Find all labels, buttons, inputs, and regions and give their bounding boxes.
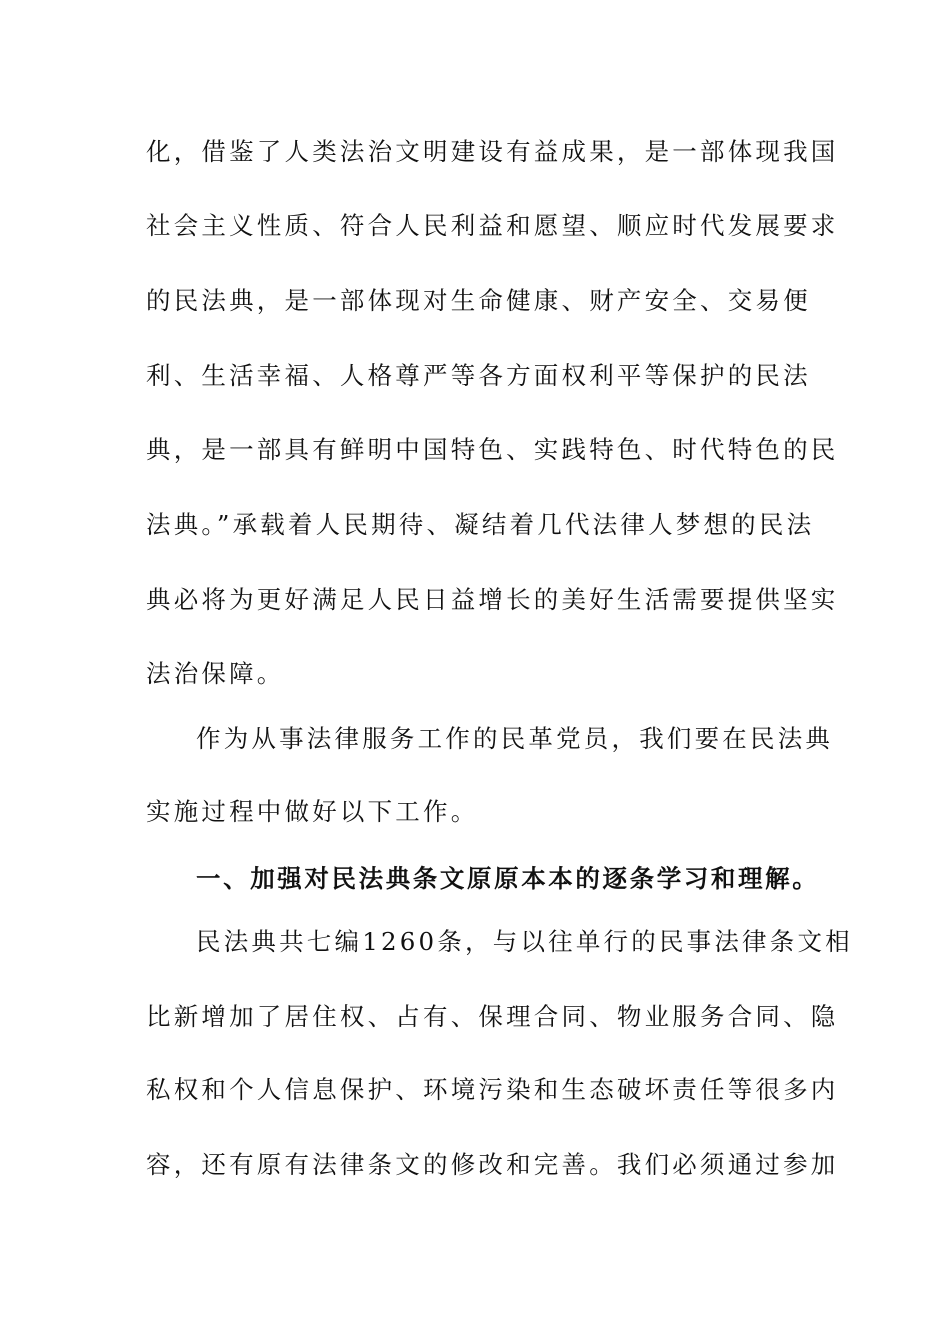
- text-line: 私权和个人信息保护、环境污染和生态破坏责任等很多内: [146, 1075, 839, 1104]
- text-line: 社会主义性质、符合人民利益和愿望、顺应时代发展要求: [146, 211, 839, 240]
- text-line: 比新增加了居住权、占有、保理合同、物业服务合同、隐: [146, 1002, 839, 1031]
- text-line: 利、生活幸福、人格尊严等各方面权利平等保护的民法: [146, 361, 811, 390]
- text-line: 法典。”承载着人民期待、凝结着几代法律人梦想的民法: [146, 510, 815, 539]
- paragraph-first-line: 民法典共七编1260条，与以往单行的民事法律条文相: [196, 927, 853, 956]
- text-line: 典，是一部具有鲜明中国特色、实践特色、时代特色的民: [146, 435, 839, 464]
- text-line: 的民法典，是一部体现对生命健康、财产安全、交易便: [146, 286, 811, 315]
- paragraph-first-line: 作为从事法律服务工作的民革党员，我们要在民法典: [196, 724, 834, 753]
- text-line: 容，还有原有法律条文的修改和完善。我们必须通过参加: [146, 1150, 839, 1179]
- section-heading: 一、加强对民法典条文原原本本的逐条学习和理解。: [196, 864, 820, 893]
- text-line: 实施过程中做好以下工作。: [146, 797, 479, 826]
- text-line: 化，借鉴了人类法治文明建设有益成果，是一部体现我国: [146, 137, 839, 166]
- text-line: 典必将为更好满足人民日益增长的美好生活需要提供坚实: [146, 585, 839, 614]
- text-line: 法治保障。: [146, 659, 285, 688]
